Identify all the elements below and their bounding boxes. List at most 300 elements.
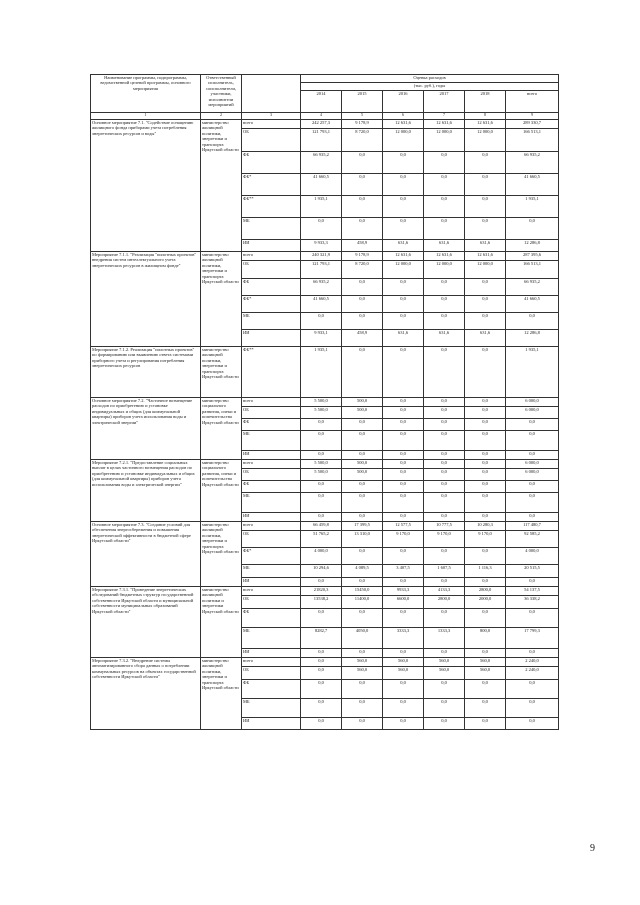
year-value: 560,0 — [465, 667, 506, 680]
year-value: 2000,0 — [465, 596, 506, 609]
year-value: 0,0 — [342, 218, 383, 240]
year-value: 0,0 — [342, 279, 383, 296]
year-value: 0,0 — [465, 174, 506, 196]
year-value: 0,0 — [465, 469, 506, 481]
total-value: 12 286,8 — [506, 330, 559, 347]
year-value: 9 933,1 — [301, 330, 342, 347]
total-value: 0,0 — [506, 718, 559, 730]
year-value: 12 631,6 — [383, 120, 424, 129]
funding-source: МБ — [242, 565, 301, 578]
total-value: 0,0 — [506, 513, 559, 522]
header-source — [242, 75, 301, 113]
year-value: 8 720,0 — [342, 129, 383, 152]
year-value: 560,0 — [383, 667, 424, 680]
year-value: 2800,0 — [465, 587, 506, 596]
year-value: 0,0 — [301, 218, 342, 240]
funding-source: ОБ — [242, 596, 301, 609]
header-year: 2014 — [301, 91, 342, 113]
header-total: всего — [506, 91, 559, 113]
year-value: 0,0 — [342, 699, 383, 718]
total-value: 6 000,0 — [506, 398, 559, 407]
total-value: 0,0 — [506, 481, 559, 493]
year-value: 800,0 — [465, 628, 506, 649]
funding-source: ФБ* — [242, 548, 301, 565]
year-value: 0,0 — [424, 481, 465, 493]
year-value: 12 000,0 — [465, 261, 506, 279]
year-value: 240 321,9 — [301, 252, 342, 261]
funding-source: ОБ — [242, 667, 301, 680]
total-value: 289 330,7 — [506, 120, 559, 129]
activity-name: Мероприятие 7.3.1. "Проведение энергетических обследований бюджетных структур государственной собственности Иркутской области и муниципальной собственности муниципальных образований Иркутской области" — [91, 587, 201, 658]
year-value: 0,0 — [465, 296, 506, 313]
year-value: 0,0 — [342, 451, 383, 460]
year-value: 0,0 — [383, 699, 424, 718]
year-value: 0,0 — [383, 469, 424, 481]
year-value: 12 000,0 — [383, 129, 424, 152]
total-value: 0,0 — [506, 578, 559, 587]
funding-source: всего — [242, 522, 301, 531]
year-value: 631,6 — [424, 240, 465, 252]
year-value: 5 500,0 — [301, 407, 342, 419]
total-value: 66 935,2 — [506, 152, 559, 174]
header-estimate-units: (тыс. руб.), годы — [301, 83, 559, 91]
column-index: 5 — [342, 113, 383, 120]
year-value: 9 178,9 — [342, 120, 383, 129]
column-index: 8 — [465, 113, 506, 120]
year-value: 12 631,6 — [465, 120, 506, 129]
year-value: 631,6 — [465, 330, 506, 347]
year-value: 121 793,1 — [301, 129, 342, 152]
year-value: 9 178,9 — [342, 252, 383, 261]
funding-source: всего — [242, 460, 301, 469]
year-value: 0,0 — [465, 419, 506, 431]
funding-source: ОБ — [242, 261, 301, 279]
year-value: 10 280,3 — [465, 522, 506, 531]
funding-source: всего — [242, 252, 301, 261]
year-value: 0,0 — [342, 431, 383, 451]
column-index: 3 — [242, 113, 301, 120]
total-value: 36 338,2 — [506, 596, 559, 609]
year-value: 0,0 — [383, 152, 424, 174]
year-value: 458,9 — [342, 330, 383, 347]
year-value: 0,0 — [301, 658, 342, 667]
funding-source: ИИ — [242, 513, 301, 522]
year-value: 0,0 — [383, 548, 424, 565]
year-value: 15450,0 — [342, 587, 383, 596]
year-value: 0,0 — [383, 279, 424, 296]
funding-source: МБ — [242, 493, 301, 513]
funding-source: ИИ — [242, 330, 301, 347]
year-value: 3333,3 — [383, 628, 424, 649]
year-value: 0,0 — [465, 481, 506, 493]
year-value: 0,0 — [465, 279, 506, 296]
year-value: 0,0 — [301, 578, 342, 587]
year-value: 0,0 — [383, 431, 424, 451]
table-row — [91, 347, 559, 398]
year-value: 0,0 — [342, 609, 383, 628]
total-value: 0,0 — [506, 649, 559, 658]
activity-name: Мероприятие 7.1.2. Реализация "пилотных проектов" по формированию или выявлению ответа системами приборного учета и регулирования потребления энергетических ресурсов — [91, 347, 201, 398]
column-index: 2 — [201, 113, 242, 120]
total-value: 2 240,0 — [506, 658, 559, 667]
year-value: 0,0 — [383, 609, 424, 628]
year-value: 560,0 — [383, 658, 424, 667]
year-value: 0,0 — [465, 548, 506, 565]
year-value: 0,0 — [383, 174, 424, 196]
total-value: 0,0 — [506, 493, 559, 513]
header-year: 2017 — [424, 91, 465, 113]
year-value: 0,0 — [342, 152, 383, 174]
year-value: 12 000,0 — [424, 129, 465, 152]
responsible-executor: министерство жилищной политики, энергетики и транспорта Иркутской области — [201, 252, 242, 347]
year-value: 9 170,0 — [424, 531, 465, 548]
year-value: 13 310,0 — [342, 531, 383, 548]
funding-source: МБ — [242, 699, 301, 718]
column-index: 7 — [424, 113, 465, 120]
year-value: 500,0 — [342, 469, 383, 481]
total-value: 0,0 — [506, 451, 559, 460]
funding-source: ФБ — [242, 609, 301, 628]
funding-source: ФБ* — [242, 174, 301, 196]
total-value: 6 000,0 — [506, 469, 559, 481]
year-value: 9933,3 — [383, 587, 424, 596]
year-value: 0,0 — [342, 578, 383, 587]
funding-source: ФБ — [242, 152, 301, 174]
year-value: 0,0 — [465, 699, 506, 718]
year-value: 560,0 — [342, 667, 383, 680]
year-value: 0,0 — [342, 419, 383, 431]
column-index: 9 — [506, 113, 559, 120]
responsible-executor: министерство социального развития, опеки и попечительства Иркутской области — [201, 398, 242, 460]
year-value: 12 631,6 — [424, 252, 465, 261]
year-value: 0,0 — [465, 578, 506, 587]
year-value: 8 720,0 — [342, 261, 383, 279]
funding-source: ФБ** — [242, 196, 301, 218]
year-value: 0,0 — [342, 649, 383, 658]
funding-source: ФБ — [242, 680, 301, 699]
year-value: 0,0 — [301, 481, 342, 493]
responsible-executor: министерство жилищной политики и энергетики Иркутской области — [201, 587, 242, 658]
year-value: 0,0 — [465, 196, 506, 218]
year-value: 12 000,0 — [424, 261, 465, 279]
year-value: 0,0 — [383, 296, 424, 313]
year-value: 8282,7 — [301, 628, 342, 649]
total-value: 117 480,7 — [506, 522, 559, 531]
year-value: 0,0 — [301, 667, 342, 680]
total-value: 92 585,2 — [506, 531, 559, 548]
year-value: 66 459,8 — [301, 522, 342, 531]
year-value: 631,6 — [383, 240, 424, 252]
year-value: 1333,3 — [424, 628, 465, 649]
total-value: 41 660,5 — [506, 296, 559, 313]
total-value: 2 240,0 — [506, 667, 559, 680]
funding-source: ИИ — [242, 578, 301, 587]
year-value: 0,0 — [342, 347, 383, 398]
year-value: 0,0 — [301, 609, 342, 628]
year-value: 0,0 — [383, 313, 424, 330]
year-value: 1 607,5 — [424, 565, 465, 578]
year-value: 0,0 — [424, 313, 465, 330]
header-estimate-title: Оценка расходов — [301, 75, 559, 83]
year-value: 0,0 — [424, 296, 465, 313]
year-value: 0,0 — [465, 218, 506, 240]
year-value: 0,0 — [383, 407, 424, 419]
activity-name: Основное мероприятие 7.2. "Частичное возмещение расходов по приобретению и установке индивидуальных и общих (для коммунальной квартиры) приборов учета использования воды и электрической энергии" — [91, 398, 201, 460]
table-row — [91, 522, 559, 531]
total-value: 4 000,0 — [506, 548, 559, 565]
activity-name: Мероприятие 7.1.1. "Реализация "пилотных проектов" внедрения систем интеллектуального учета энергетических ресурсов в жилищном фонде" — [91, 252, 201, 347]
table-row — [91, 658, 559, 667]
year-value: 0,0 — [301, 680, 342, 699]
year-value: 0,0 — [424, 398, 465, 407]
funding-source: ФБ — [242, 419, 301, 431]
year-value: 560,0 — [424, 658, 465, 667]
year-value: 0,0 — [424, 469, 465, 481]
funding-source: ОБ — [242, 129, 301, 152]
activity-name: Мероприятие 7.2.1. "Предоставление социальных выплат в целях частичного возмещения расходов по приобретению и установке индивидуальных и общих (для коммунальной квартиры) приборов учета использования воды и электрической энергии" — [91, 460, 201, 522]
year-value: 51 765,2 — [301, 531, 342, 548]
year-value: 12 577,5 — [383, 522, 424, 531]
year-value: 0,0 — [383, 513, 424, 522]
year-value: 2800,0 — [424, 596, 465, 609]
year-value: 0,0 — [342, 513, 383, 522]
year-value: 1 935,1 — [301, 196, 342, 218]
total-value: 1 935,1 — [506, 196, 559, 218]
year-value: 0,0 — [424, 699, 465, 718]
year-value: 0,0 — [383, 196, 424, 218]
year-value: 0,0 — [465, 407, 506, 419]
year-value: 0,0 — [301, 431, 342, 451]
year-value: 10 777,5 — [424, 522, 465, 531]
funding-source: ФБ — [242, 279, 301, 296]
year-value: 0,0 — [342, 493, 383, 513]
activity-name: Мероприятие 7.3.2. "Внедрение системы автоматизированного сбора данных о потреблении коммунальных ресурсов на объектах государственной собственности Иркутской области" — [91, 658, 201, 730]
year-value: 12 631,6 — [424, 120, 465, 129]
year-value: 0,0 — [465, 460, 506, 469]
total-value: 12 286,8 — [506, 240, 559, 252]
year-value: 66 935,2 — [301, 152, 342, 174]
year-value: 41 660,5 — [301, 174, 342, 196]
year-value: 5 500,0 — [301, 460, 342, 469]
total-value: 17 799,3 — [506, 628, 559, 649]
year-value: 0,0 — [301, 451, 342, 460]
column-index: 1 — [91, 113, 201, 120]
year-value: 0,0 — [383, 218, 424, 240]
funding-source: МБ — [242, 218, 301, 240]
year-value: 12 000,0 — [465, 129, 506, 152]
total-value: 6 000,0 — [506, 460, 559, 469]
year-value: 0,0 — [342, 481, 383, 493]
year-value: 0,0 — [424, 174, 465, 196]
year-value: 0,0 — [383, 493, 424, 513]
year-value: 12 631,6 — [383, 252, 424, 261]
funding-source: ОБ — [242, 469, 301, 481]
funding-source: ОБ — [242, 531, 301, 548]
year-value: 0,0 — [342, 313, 383, 330]
year-value: 5 500,0 — [301, 398, 342, 407]
year-value: 13538,2 — [301, 596, 342, 609]
table-row — [91, 587, 559, 596]
year-value: 0,0 — [465, 609, 506, 628]
responsible-executor: министерство жилищной политики, энергетики и транспорта Иркутской области — [201, 658, 242, 730]
responsible-executor: министерство жилищной политики, энергетики и транспорта Иркутской области — [201, 120, 242, 252]
year-value: 4050,0 — [342, 628, 383, 649]
year-value: 500,0 — [342, 407, 383, 419]
year-value: 66 935,2 — [301, 279, 342, 296]
year-value: 0,0 — [301, 718, 342, 730]
year-value: 0,0 — [465, 347, 506, 398]
year-value: 458,9 — [342, 240, 383, 252]
year-value: 12 631,6 — [465, 252, 506, 261]
year-value: 9 170,0 — [465, 531, 506, 548]
year-value: 0,0 — [342, 680, 383, 699]
year-value: 0,0 — [424, 649, 465, 658]
funding-source: всего — [242, 658, 301, 667]
year-value: 0,0 — [383, 578, 424, 587]
year-value: 560,0 — [342, 658, 383, 667]
year-value: 631,6 — [465, 240, 506, 252]
year-value: 242 257,3 — [301, 120, 342, 129]
year-value: 0,0 — [424, 680, 465, 699]
activity-name: Основное мероприятие 7.1. "Содействие оснащению жилищного фонда приборами учета потребления энергетических ресурсов и воды" — [91, 120, 201, 252]
column-index: 6 — [383, 113, 424, 120]
year-value: 631,6 — [424, 330, 465, 347]
year-value: 500,0 — [342, 398, 383, 407]
total-value: 0,0 — [506, 419, 559, 431]
table-body — [91, 120, 559, 730]
year-value: 5 500,0 — [301, 469, 342, 481]
year-value: 9 170,0 — [383, 531, 424, 548]
year-value: 10 294,6 — [301, 565, 342, 578]
year-value: 0,0 — [424, 152, 465, 174]
year-value: 4133,3 — [424, 587, 465, 596]
year-value: 1 935,1 — [301, 347, 342, 398]
year-value: 0,0 — [383, 718, 424, 730]
activity-name: Основное мероприятие 7.3. "Создание условий для обеспечения энергосбережения и повышения энергетической эффективности в бюджетной сфере Иркутской области" — [91, 522, 201, 587]
header-year: 2016 — [383, 91, 424, 113]
funding-source: ИИ — [242, 451, 301, 460]
table-row — [91, 120, 559, 129]
total-value: 166 513,1 — [506, 261, 559, 279]
year-value: 0,0 — [424, 419, 465, 431]
year-value: 0,0 — [465, 451, 506, 460]
year-value: 0,0 — [383, 481, 424, 493]
table-row — [91, 460, 559, 469]
total-value: 54 137,5 — [506, 587, 559, 596]
year-value: 631,6 — [383, 330, 424, 347]
total-value: 0,0 — [506, 680, 559, 699]
year-value: 560,0 — [424, 667, 465, 680]
year-value: 0,0 — [424, 451, 465, 460]
year-value: 0,0 — [301, 513, 342, 522]
year-value: 560,0 — [465, 658, 506, 667]
year-value: 0,0 — [465, 152, 506, 174]
year-value: 0,0 — [465, 398, 506, 407]
year-value: 0,0 — [465, 493, 506, 513]
year-value: 41 660,5 — [301, 296, 342, 313]
funding-source: ФБ — [242, 481, 301, 493]
year-value: 0,0 — [424, 218, 465, 240]
year-value: 0,0 — [465, 513, 506, 522]
year-value: 0,0 — [424, 347, 465, 398]
funding-source: МБ — [242, 628, 301, 649]
total-value: 166 513,1 — [506, 129, 559, 152]
funding-source: всего — [242, 120, 301, 129]
year-value: 0,0 — [383, 460, 424, 469]
funding-source: всего — [242, 587, 301, 596]
year-value: 0,0 — [383, 649, 424, 658]
year-value: 0,0 — [424, 493, 465, 513]
year-value: 17 399,5 — [342, 522, 383, 531]
year-value: 0,0 — [342, 718, 383, 730]
table-row — [91, 398, 559, 407]
year-value: 0,0 — [301, 493, 342, 513]
year-value: 0,0 — [424, 609, 465, 628]
year-value: 0,0 — [342, 174, 383, 196]
header-executor: Ответственный исполнитель, соисполнители, участники, исполнители мероприятий — [201, 75, 242, 113]
total-value: 41 660,5 — [506, 174, 559, 196]
year-value: 4 000,0 — [301, 548, 342, 565]
year-value: 0,0 — [465, 649, 506, 658]
year-value: 0,0 — [424, 460, 465, 469]
year-value: 0,0 — [342, 296, 383, 313]
year-value: 0,0 — [383, 680, 424, 699]
column-index: 4 — [301, 113, 342, 120]
total-value: 6 000,0 — [506, 407, 559, 419]
funding-source: ОБ — [242, 407, 301, 419]
year-value: 21820,3 — [301, 587, 342, 596]
year-value: 6600,0 — [383, 596, 424, 609]
year-value: 0,0 — [465, 313, 506, 330]
responsible-executor: министерство жилищной политики, энергетики и транспорта Иркутской области — [201, 347, 242, 398]
year-value: 121 793,1 — [301, 261, 342, 279]
funding-source: ИИ — [242, 240, 301, 252]
total-value: 0,0 — [506, 699, 559, 718]
table-row — [91, 252, 559, 261]
funding-source: ИИ — [242, 718, 301, 730]
year-value: 0,0 — [342, 196, 383, 218]
header-year: 2018 — [465, 91, 506, 113]
year-value: 0,0 — [342, 548, 383, 565]
responsible-executor: министерство социального развития, опеки и попечительства Иркутской области — [201, 460, 242, 522]
total-value: 0,0 — [506, 218, 559, 240]
year-value: 0,0 — [424, 718, 465, 730]
year-value: 0,0 — [424, 407, 465, 419]
year-value: 0,0 — [424, 196, 465, 218]
total-value: 287 395,6 — [506, 252, 559, 261]
header-name: Наименование программы, подпрограммы, ведомственной целевой программы, основного мероприятия — [91, 75, 201, 113]
year-value: 0,0 — [424, 578, 465, 587]
funding-source: ФБ* — [242, 296, 301, 313]
year-value: 500,0 — [342, 460, 383, 469]
year-value: 0,0 — [301, 649, 342, 658]
budget-table — [90, 74, 559, 730]
total-value: 20 515,5 — [506, 565, 559, 578]
total-value: 0,0 — [506, 313, 559, 330]
year-value: 0,0 — [383, 347, 424, 398]
year-value: 0,0 — [301, 313, 342, 330]
year-value: 0,0 — [465, 718, 506, 730]
funding-source: всего — [242, 398, 301, 407]
funding-source: МБ — [242, 313, 301, 330]
total-value: 0,0 — [506, 431, 559, 451]
year-value: 0,0 — [424, 431, 465, 451]
header-year: 2015 — [342, 91, 383, 113]
funding-source: ФБ** — [242, 347, 301, 398]
total-value: 0,0 — [506, 609, 559, 628]
page-number: 9 — [590, 843, 595, 854]
total-value: 1 935,1 — [506, 347, 559, 398]
